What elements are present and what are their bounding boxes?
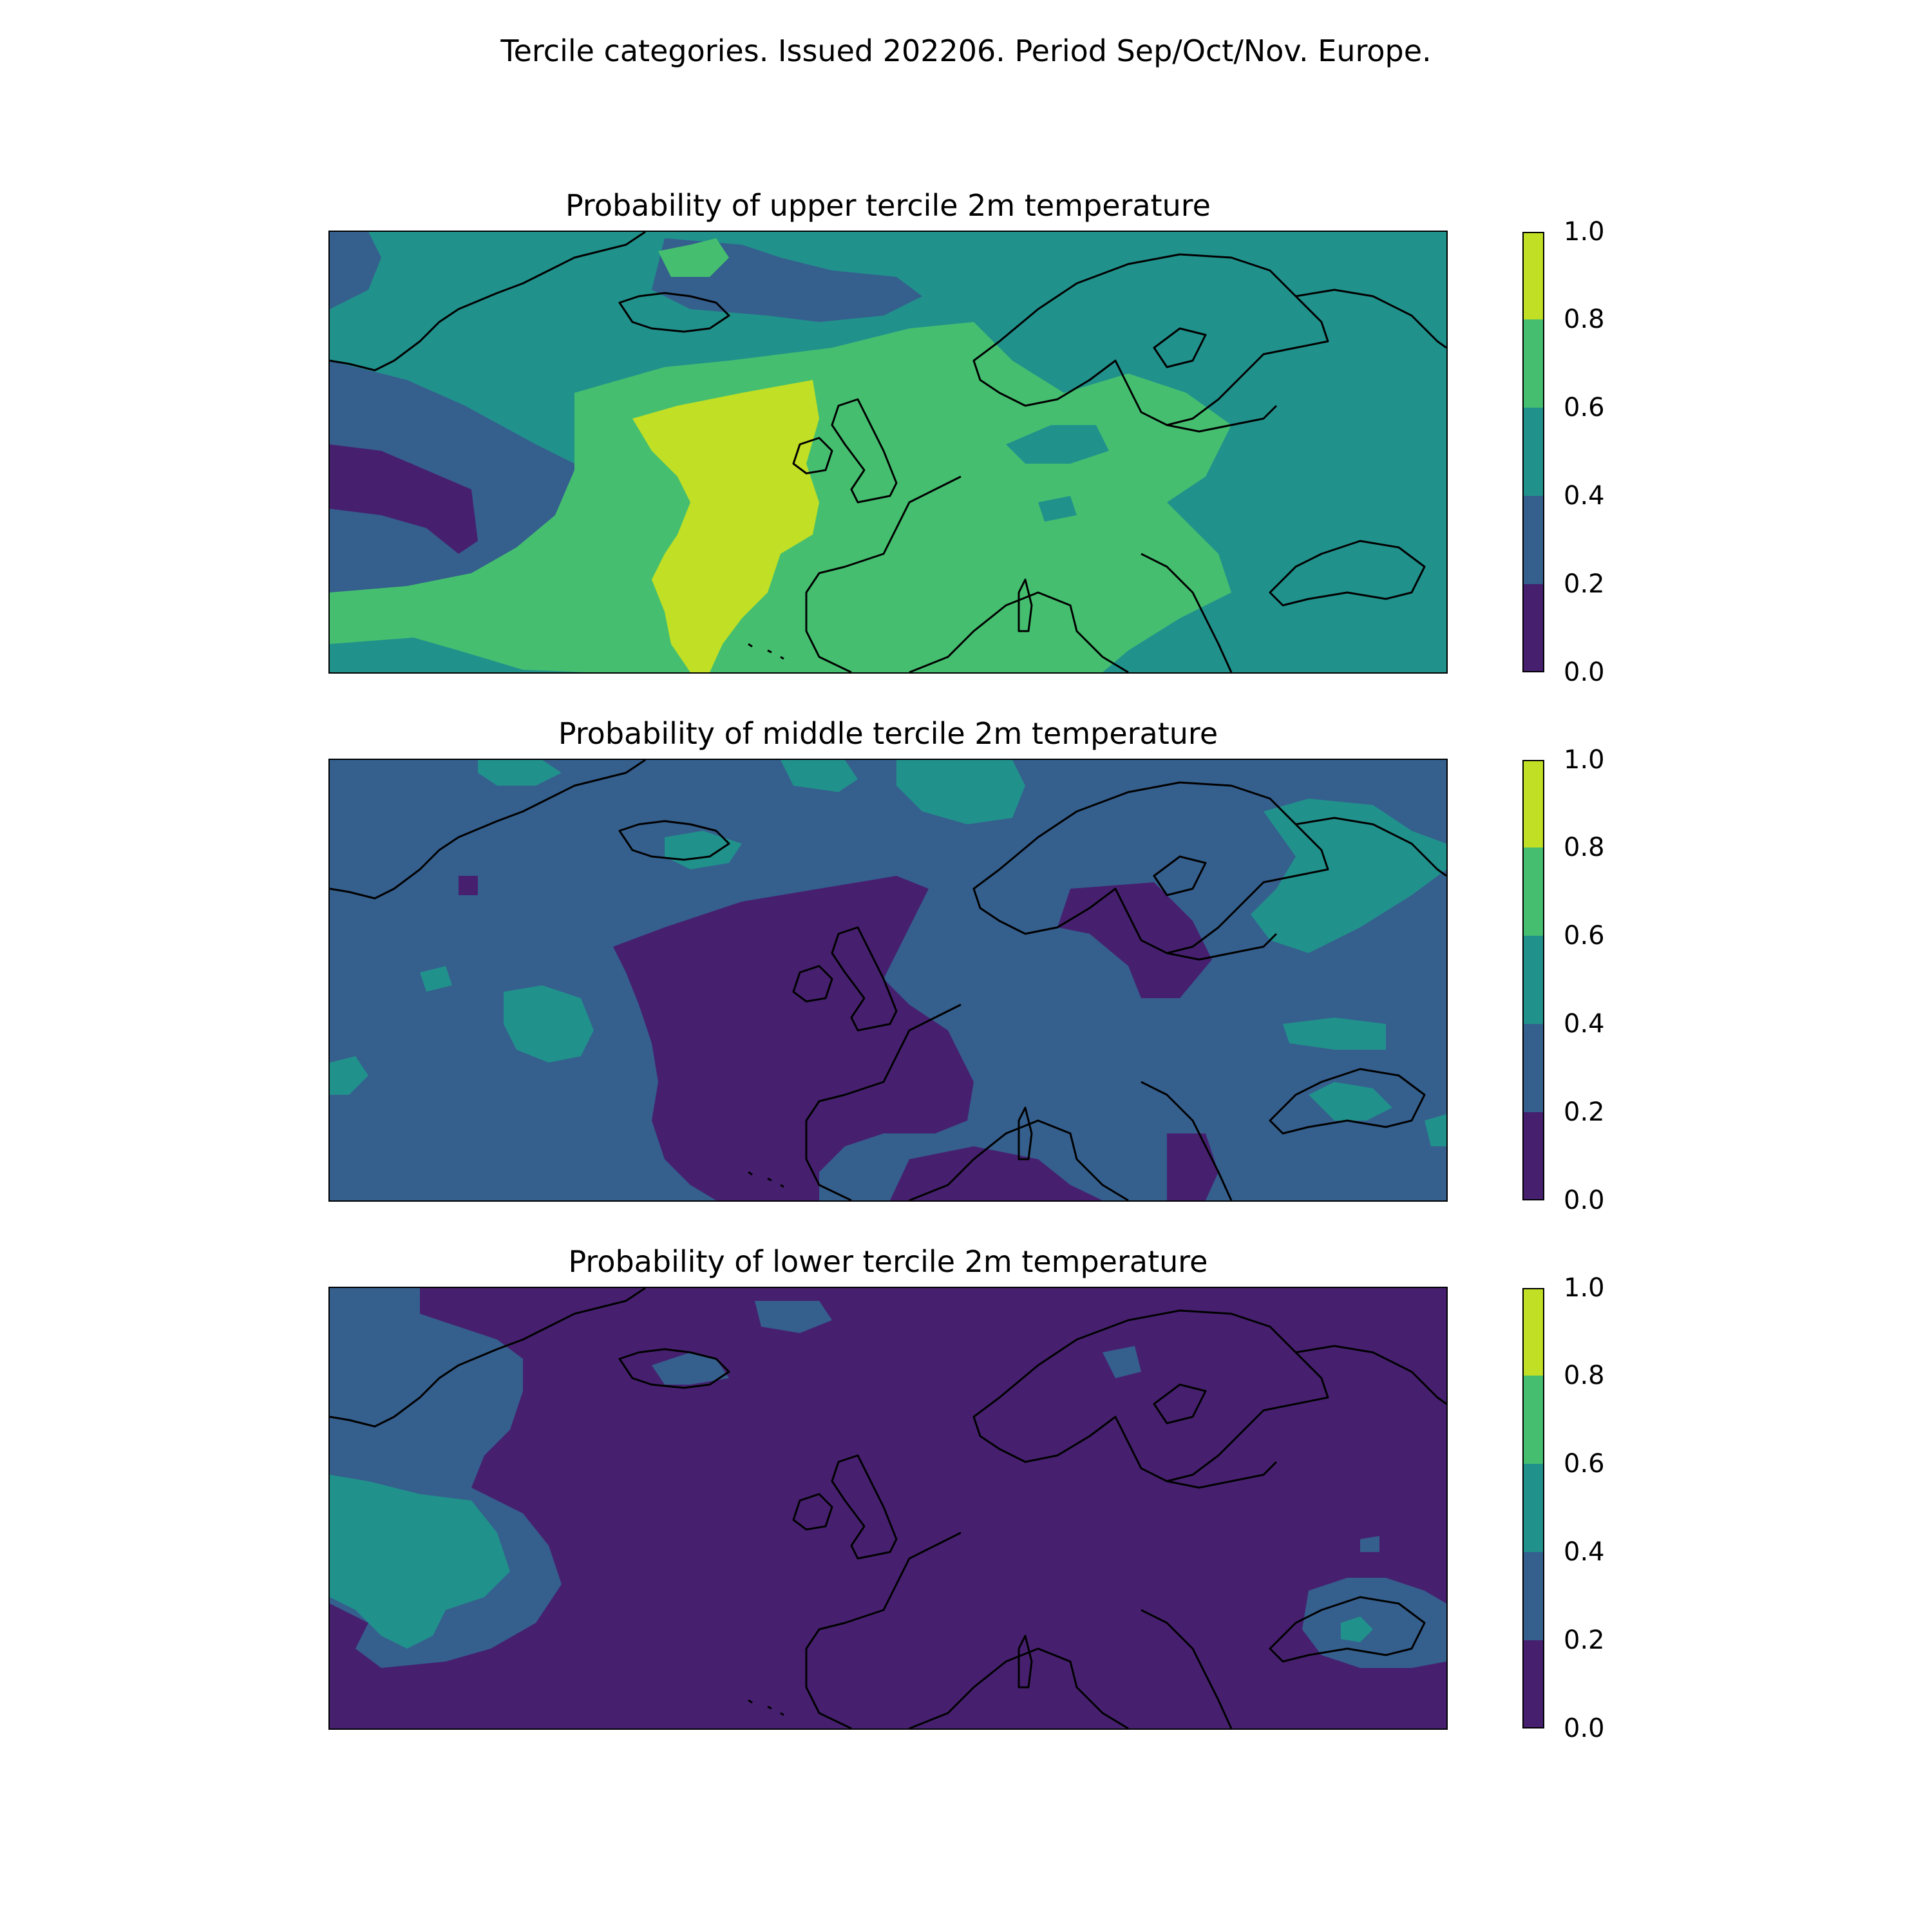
cbar-middle-tick-3: 0.6 bbox=[1564, 921, 1605, 951]
cbar-lower-tick-5: 1.0 bbox=[1564, 1273, 1605, 1303]
colorbar-middle bbox=[1522, 760, 1544, 1200]
cbar-lower-tick-1: 0.2 bbox=[1564, 1625, 1605, 1655]
cbar-upper-tick-2: 0.4 bbox=[1564, 481, 1605, 511]
cbar-lower-tick-4: 0.8 bbox=[1564, 1361, 1605, 1390]
cbar-middle-tick-5: 1.0 bbox=[1564, 745, 1605, 775]
cbar-lower-tick-2: 0.4 bbox=[1564, 1537, 1605, 1567]
cbar-middle-tick-2: 0.4 bbox=[1564, 1009, 1605, 1039]
panel-title-middle: Probability of middle tercile 2m temperature bbox=[558, 716, 1218, 751]
map-middle-border bbox=[328, 759, 1448, 1202]
colorbar-upper bbox=[1522, 232, 1544, 672]
panel-title-lower: Probability of lower tercile 2m temperature bbox=[568, 1244, 1208, 1279]
colorbar-lower bbox=[1522, 1288, 1544, 1728]
cbar-upper-tick-5: 1.0 bbox=[1564, 217, 1605, 247]
cbar-middle-tick-1: 0.2 bbox=[1564, 1097, 1605, 1127]
panel-title-upper: Probability of upper tercile 2m temperature bbox=[565, 188, 1211, 223]
cbar-upper-tick-4: 0.8 bbox=[1564, 305, 1605, 334]
cbar-middle-tick-0: 0.0 bbox=[1564, 1186, 1605, 1215]
map-upper-border bbox=[328, 231, 1448, 674]
figure-title: Tercile categories. Issued 202206. Period Sep/Oct/Nov. Europe. bbox=[500, 33, 1432, 68]
cbar-upper-tick-1: 0.2 bbox=[1564, 569, 1605, 599]
cbar-upper-tick-3: 0.6 bbox=[1564, 393, 1605, 422]
map-lower-border bbox=[328, 1287, 1448, 1730]
cbar-middle-tick-4: 0.8 bbox=[1564, 833, 1605, 862]
cbar-lower-tick-3: 0.6 bbox=[1564, 1449, 1605, 1479]
cbar-upper-tick-0: 0.0 bbox=[1564, 658, 1605, 687]
cbar-lower-tick-0: 0.0 bbox=[1564, 1714, 1605, 1743]
